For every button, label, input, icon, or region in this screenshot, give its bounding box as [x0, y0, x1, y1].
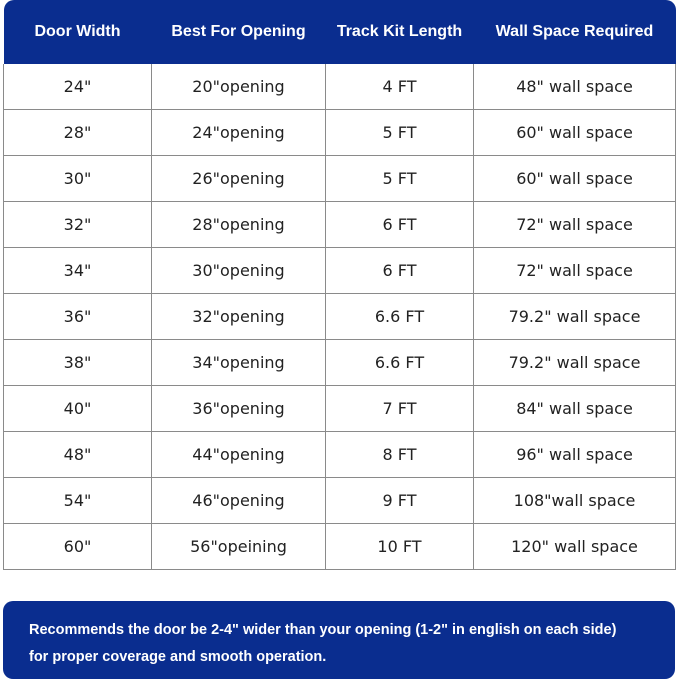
- wall-space-cell: 48" wall space: [474, 64, 676, 110]
- door-width-cell: 48": [4, 432, 152, 478]
- wall-space-cell: 72" wall space: [474, 202, 676, 248]
- door-width-cell: 36": [4, 294, 152, 340]
- track-length-cell: 6.6 FT: [326, 294, 474, 340]
- door-width-cell: 30": [4, 156, 152, 202]
- table-body: [4, 64, 676, 570]
- door-width-cell: 32": [4, 202, 152, 248]
- track-length-cell: 8 FT: [326, 432, 474, 478]
- table-row: [4, 202, 676, 248]
- wall-space-cell: 79.2" wall space: [474, 340, 676, 386]
- door-width-cell: 40": [4, 386, 152, 432]
- table-row: [4, 248, 676, 294]
- track-length-cell: 7 FT: [326, 386, 474, 432]
- wall-space-cell: 108"wall space: [474, 478, 676, 524]
- track-length-cell: 6 FT: [326, 202, 474, 248]
- recommendation-note: [3, 601, 675, 679]
- table-row: [4, 386, 676, 432]
- header-track-kit-length: Track Kit Length: [326, 0, 474, 64]
- opening-cell: 24"opening: [152, 110, 326, 156]
- header-best-for-opening: Best For Opening: [152, 0, 326, 64]
- size-chart: [3, 0, 675, 570]
- header-door-width: Door Width: [4, 0, 152, 64]
- track-length-cell: 5 FT: [326, 110, 474, 156]
- wall-space-cell: 60" wall space: [474, 156, 676, 202]
- opening-cell: 34"opening: [152, 340, 326, 386]
- wall-space-cell: 120" wall space: [474, 524, 676, 570]
- size-table: [3, 0, 676, 570]
- table-row: [4, 64, 676, 110]
- track-length-cell: 5 FT: [326, 156, 474, 202]
- door-width-cell: 60": [4, 524, 152, 570]
- note-line-1: Recommends the door be 2-4" wider than your opening (1-2" in english on each side): [29, 622, 617, 638]
- opening-cell: 26"opening: [152, 156, 326, 202]
- wall-space-cell: 96" wall space: [474, 432, 676, 478]
- table-row: [4, 110, 676, 156]
- opening-cell: 46"opening: [152, 478, 326, 524]
- opening-cell: 30"opening: [152, 248, 326, 294]
- track-length-cell: 6.6 FT: [326, 340, 474, 386]
- track-length-cell: 4 FT: [326, 64, 474, 110]
- wall-space-cell: 84" wall space: [474, 386, 676, 432]
- opening-cell: 32"opening: [152, 294, 326, 340]
- opening-cell: 36"opening: [152, 386, 326, 432]
- track-length-cell: 9 FT: [326, 478, 474, 524]
- track-length-cell: 6 FT: [326, 248, 474, 294]
- wall-space-cell: 79.2" wall space: [474, 294, 676, 340]
- opening-cell: 56"opeining: [152, 524, 326, 570]
- door-width-cell: 38": [4, 340, 152, 386]
- track-length-cell: 10 FT: [326, 524, 474, 570]
- table-row: [4, 432, 676, 478]
- opening-cell: 44"opening: [152, 432, 326, 478]
- header-row: [4, 0, 676, 64]
- door-width-cell: 34": [4, 248, 152, 294]
- door-width-cell: 24": [4, 64, 152, 110]
- wall-space-cell: 72" wall space: [474, 248, 676, 294]
- door-width-cell: 28": [4, 110, 152, 156]
- table-row: [4, 156, 676, 202]
- door-width-cell: 54": [4, 478, 152, 524]
- opening-cell: 20"opening: [152, 64, 326, 110]
- table-row: [4, 524, 676, 570]
- note-line-2: for proper coverage and smooth operation.: [29, 649, 327, 665]
- table-row: [4, 340, 676, 386]
- wall-space-cell: 60" wall space: [474, 110, 676, 156]
- table-row: [4, 294, 676, 340]
- opening-cell: 28"opening: [152, 202, 326, 248]
- table-row: [4, 478, 676, 524]
- header-wall-space-required: Wall Space Required: [474, 0, 676, 64]
